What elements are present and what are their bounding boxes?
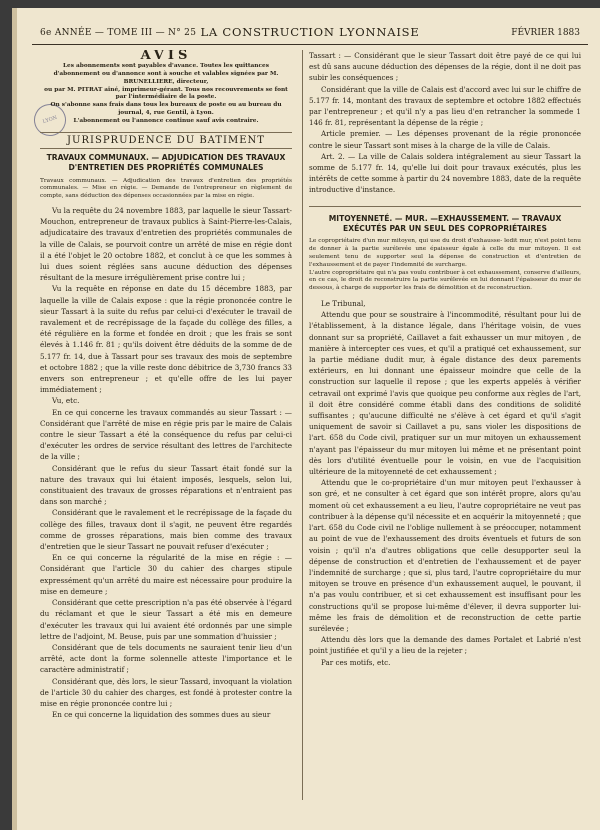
article-summary: L'autre copropriétaire qui n'a pas voulu contribuer à cet exhaussement, conserve d'ailleurs, en ce cas, le droit de reconstruire la partie surélevée en lui donnant l'épaisseur du mur de dessous, à charge de supporter les frais de démolition et de reconstruction. [309,269,581,292]
newspaper-page [12,8,600,830]
paragraph: Attendu que pour se soustraire à l'incommodité, résultant pour lui de l'établissement, à la distance légale, dans l'héritage voisin, de vues donnant sur sa propriété, Caillavet a fait exhausser un mur mitoyen , de manière à intercepter ces vues, et qu'il a pratiqué cet exhaussement, sur la partie médiane dudit mur, à égale distance des deux parements extérieurs, en lui donnant une épaisseur moindre que celle de la construction sur laquelle il repose ; que les experts appelés à vérifier cetravail ont exprimé l'avis que quoique peu conforme aux règles de l'art, il doit être considéré comme établi dans des conditions de solidité suffisantes ; qu'aucune difficulté ne s'élève à cet égard et qu'il s'agit uniquement de savoir si Caillavet a pu, sans violer les dispositions de l'art. 658 du Code civil, pratiquer sur un mur mitoyen un exhaussement n'ayant pas l'épaisseur du mur mitoyen lui même et ne présentant point dès lors d'utilité éventuelle pour le voisin, en vue de l'acquisition ultérieure de la mitoyenneté de cet exhaussement ; [309,310,581,477]
column-divider [302,50,303,800]
paragraph: Considérant que, dès lors, le sieur Tassard, invoquant la violation de l'article 30 du cahier des charges, est fondé à protester contre la mise en régie prononcée contre lui ; [40,676,292,708]
paragraph: En ce qui concerne la liquidation des sommes dues au sieur [52,710,271,720]
library-stamp-icon: LYON [30,100,70,140]
paragraph: Vu la requête du 24 novembre 1883, par laquelle le sieur Tassart-Mouchon, entrepreneur de travaux publics à Saint-Pierre-les-Calais, adjudicataire des travaux d'entretien des propriétés communales de la ville de Calais, se pourvoit contre un arrêté de mise en régie dont il a été l'objet le 20 octobre 1882, et conclut à ce que les sommes à lui dues soient réglées sans aucune déduction des dépenses résultant de la mesure irrégulièrement prise contre lui ; [40,205,292,283]
avis-line: On s'abonne sans frais dans tous les bureaux de poste ou au bureau du journal, 4, rue Gentil, à Lyon. [50,102,282,116]
court-name: Le Tribunal, [321,299,366,309]
paragraph: Attendu dès lors que la demande des dames Portalet et Labrié n'est point justifiée et qu'il y a lieu de la rejeter ; [309,635,581,656]
paragraph: Art. 2. — La ville de Calais soldera intégralement au sieur Tassart la somme de 5.177 fr. 14, qu'elle lui doit pour travaux exécutés, plus les intérêts de cette somme à partir du 24 novembre 1883, date de la requête introductive d'instance. [309,151,581,195]
right-column [309,50,581,818]
paragraph: Tassart : — Considérant que le sieur Tassart doit être payé de ce qui lui est dû sans aucune déduction des dépenses de la régie, dont il ne doit pas subir les conséquences ; [309,51,581,83]
avis-line: ou par M. PITRAT aîné, imprimeur-gérant. Tous nos recouvrements se font par l'intermédiaire de la poste. [44,86,288,101]
page-header [32,22,588,45]
paragraph: En ce qui concerne la régularité de la mise en régie : — Considérant que l'article 30 du cahier des charges stipule expressément qu'un arrêté du maire est nécessaire pour produire la mise en demeure ; [40,553,292,596]
paragraph: Attendu que le co-propriétaire d'un mur mitoyen peut l'exhausser à son gré, et ne consulter à cet égard que son intérêt propre, alors qu'au moment où cet exhaussement a eu lieu, l'autre copropriétaire ne veut pas contribuer à la dépense qu'il nécessite et en acquérir la mitoyenneté ; que l'art. 658 du Code civil ne l'oblige nullement à se préoccuper, notamment au point de vue de l'exhaussement des droits éventuels et futurs de son voisin ; qu'il n'a d'autres obligations que celle desupporter seul la dépense de construction et d'entretien de l'exhaussement et de payer l'indemnité de surcharge ; que si, plus tard, l'autre copropriétaire du mur mitoyen se trouve en présence d'un exhaussement auquel, le pouvant, il n'a pas voulu contribuer, et si cet exhaussement est insuffisant pour les constructions qu'il se propose lui-même d'élever, il devra supporter lui-même les frais de démolition et de reconstruction de cette partie surélevée ; [309,478,581,633]
article-summary: Travaux communaux. — Adjudication des travaux d'entretien des propriétés communales. — Mise en régie. — Demande de l'entrepreneur en règlement de compte, sans déduction des dépenses occasionnées par la mise en régie. [40,177,292,200]
avis-title: AVIS [140,50,192,63]
section-heading: JURISPRUDENCE DU BATIMENT [40,132,292,149]
issue-date: FÉVRIER 1883 [511,28,580,38]
paragraph: En ce qui concerne les travaux commandés au sieur Tassart : — Considérant que l'arrêté de mise en régie pris par le maire de Calais contre le sieur Tassart a été la conséquence du refus par celui-ci d'exécuter les ordres de service résultant des lettres de l'architecte de la ville ; [40,407,292,462]
left-column [40,50,292,818]
publication-title: LA CONSTRUCTION LYONNAISE [200,25,420,39]
article-summary: Le copropriétaire d'un mur mitoyen, qui use du droit d'exhausse- ledit mur, n'est point tenu de donner à la partie surélevée une épaisseur égale à celle du mur mitoyen. Il est seulement tenu de supporter seul la dépense de construction et d'entretien de l'exhaussement et de payer l'indemnité de surcharge. [309,238,581,268]
paragraph: Vu la requête en réponse en date du 15 décembre 1883, par laquelle la ville de Calais expose : que la régie prononcée contre le sieur Tassart à la suite du refus par celui-ci d'exécuter le travail de ravalement et de recrépissage de la façade du collège des filles, a été régulière en la forme et fondée en droit ; que les frais se sont élevés à 1.146 fr. 81 ; qu'ils doivent être déduits de la somme de de 5.177 fr. 14, due à Tassart pour ses travaux des mois de septembre et octobre 1882 ; que la ville reste donc débitrice de 3,730 francs 33 envers son entrepreneur ; et qu'elle offre de les lui payer immédiatement ; [40,284,292,395]
paragraph: Article premier. — Les dépenses provenant de la régie prononcée contre le sieur Tassart sont mises à la charge de la ville de Calais. [309,129,581,150]
issue-info: 6e ANNÉE — TOME III — N° 25 [40,28,197,38]
article-title: TRAVAUX COMMUNAUX. — ADJUDICATION DES TRAVAUX D'ENTRETIEN DES PROPRIÉTÉS COMMUNALES [46,152,286,173]
paragraph: Vu, etc. [52,396,80,406]
article-title: MITOYENNETÉ. — MUR. —EXHAUSSEMENT. — TRAVAUX EXÉCUTÉS PAR UN SEUL DES COPROPRIÉTAIRES [328,213,562,234]
paragraph: Considérant que le ravalement et le recrépissage de la façade du collège des filles, travaux dont il s'agit, ne peuvent être regardés comme de grosses réparations, mais bien comme des travaux d'entretien que le sieur Tassart ne pouvait refuser d'exécuter ; [40,508,292,552]
article-block [309,206,581,668]
avis-line: Les abonnements sont payables d'avance. Toutes les quittances d'abonnement ou d'annonce sont à souche et valables signées par M. BRUNELLIERE, directeur, [53,63,279,85]
paragraph: Considérant que de tels documents ne sauraient tenir lieu d'un arrêté, acte dont la forme solennelle atteste l'importance et le caractère administratif ; [40,642,292,675]
paragraph: Considérant que le refus du sieur Tassart était fondé sur la nature des travaux qui lui étaient imposés, lesquels, selon lui, constituaient des travaux de grosses réparations et n'entraient pas dans son marché ; [40,463,292,507]
avis-line: L'abonnement ou l'annonce continue sauf avis contraire. [73,117,259,124]
paragraph: Par ces motifs, etc. [321,657,391,667]
paragraph: Considérant que la ville de Calais est d'accord avec lui sur le chiffre de 5.177 fr. 14, montant des travaux de septembre et octobre 1882 effectués par l'entrepreneur ; et qu'il n'y a pas lieu d'en retrancher la sommede 1 146 fr. 81, représentant la dépense de la régie ; [309,84,581,128]
paragraph: Considérant que cette prescription n'a pas été observée à l'égard du réclamant et que le sieur Tassart a été mis en demeure d'exécuter les travaux qui lui avaient été ordonnés par une simple lettre de l'adjoint, M. Beuse, puis par une sommation d'huissier ; [40,598,292,641]
